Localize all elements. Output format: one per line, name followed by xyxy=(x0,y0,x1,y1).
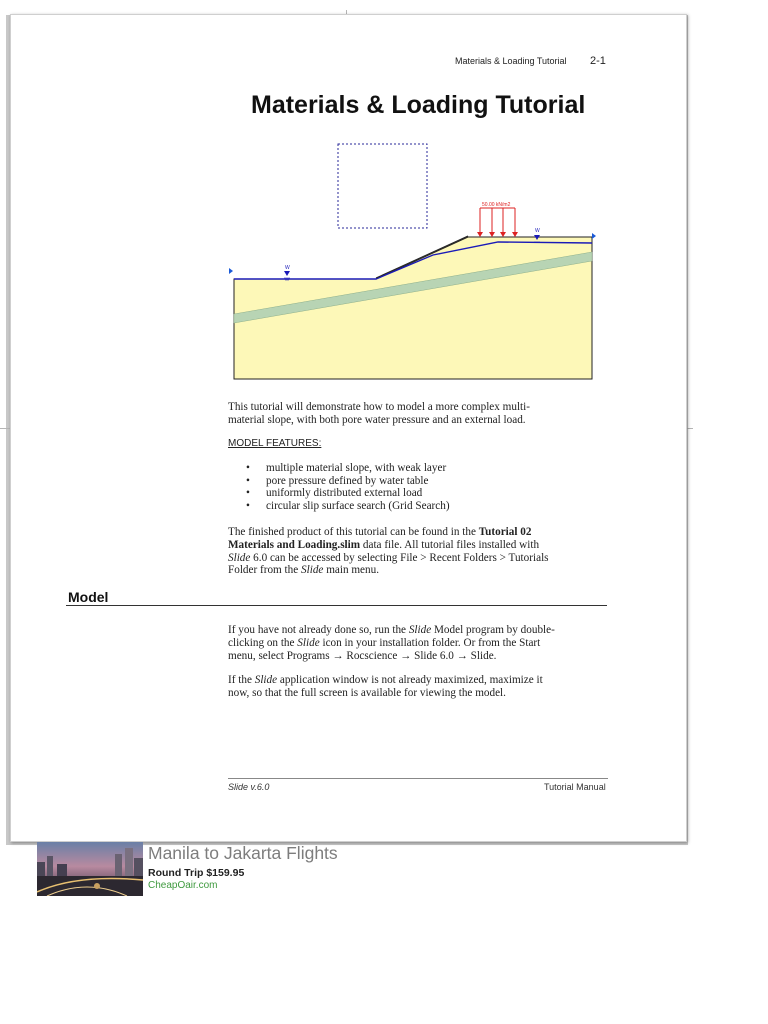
search-grid-box xyxy=(338,144,427,228)
boundary-marker-right xyxy=(592,233,596,239)
footer-manual: Tutorial Manual xyxy=(544,782,606,792)
water-level-marker-left xyxy=(284,271,290,276)
section-heading-model: Model xyxy=(68,589,109,605)
features-list xyxy=(246,462,450,512)
footer-divider xyxy=(228,778,608,779)
ad-price: Round Trip $159.95 xyxy=(148,867,245,879)
load-label: 50.00 kN/m2 xyxy=(482,202,511,208)
slope-model-diagram xyxy=(228,140,598,385)
water-level-label-left: W xyxy=(285,265,290,271)
intro-paragraph xyxy=(228,401,610,427)
model-paragraph-run: If you have not already done so, run the Slide Model program by double- clicking on the Slide icon in your installation folder. Or from the Start menu, select Programs → Rocscience → Slide 6.0 → Slide. xyxy=(228,624,555,662)
page-number: 2-1 xyxy=(590,55,606,67)
load-arrow-head xyxy=(489,232,495,237)
load-arrow-head xyxy=(500,232,506,237)
viewer-edge-mark xyxy=(0,428,10,429)
section-divider xyxy=(66,605,607,606)
footer-version: Slide v.6.0 xyxy=(228,782,270,792)
load-arrow-head xyxy=(512,232,518,237)
list-item: • circular slip surface search (Grid Search) xyxy=(246,500,450,513)
load-arrow-head xyxy=(477,232,483,237)
boundary-marker-left xyxy=(229,268,233,274)
list-item: • uniformly distributed external load xyxy=(246,487,450,500)
features-heading: MODEL FEATURES: xyxy=(228,438,322,449)
ad-city-image xyxy=(37,842,143,896)
ad-title[interactable]: Manila to Jakarta Flights xyxy=(148,843,338,863)
finished-product-paragraph: The finished product of this tutorial can be found in the Tutorial 02 Materials and Loading.slim data file. All tutorial files installed with Slide 6.0 can be accessed by selecting File > Recent Folders > Tutorials Folder from the Slide main menu. xyxy=(228,526,549,577)
list-item: • multiple material slope, with weak layer xyxy=(246,462,450,475)
water-level-label-right: W xyxy=(535,228,540,234)
list-item: • pore pressure defined by water table xyxy=(246,475,450,488)
running-header: Materials & Loading Tutorial xyxy=(455,56,567,66)
flight-ad-banner[interactable] xyxy=(37,842,437,898)
intro-line: This tutorial will demonstrate how to model a more complex multi- xyxy=(228,401,531,413)
document-page xyxy=(10,14,687,842)
model-paragraph-maximize: If the Slide application window is not already maximized, maximize it now, so that the full screen is available for viewing the model. xyxy=(228,674,543,699)
intro-line: material slope, with both pore water pressure and an external load. xyxy=(228,413,526,426)
page-title: Materials & Loading Tutorial xyxy=(251,91,586,119)
ad-source-link[interactable]: CheapOair.com xyxy=(148,880,218,891)
